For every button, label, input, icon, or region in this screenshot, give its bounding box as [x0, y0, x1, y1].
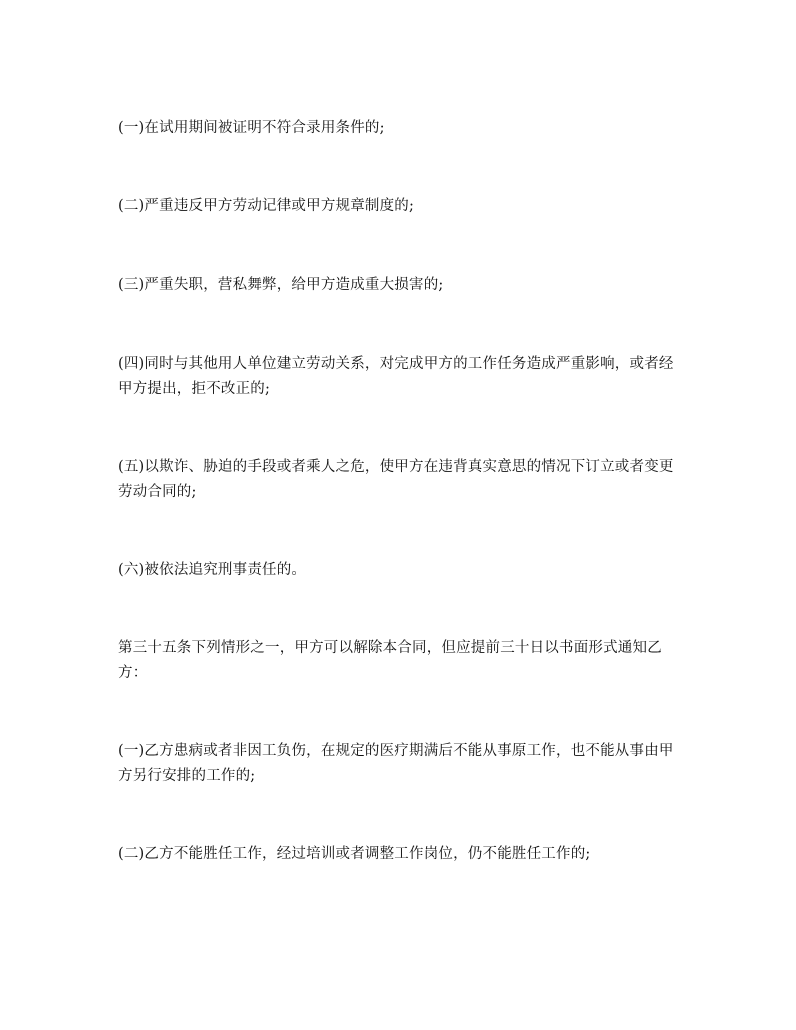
clause-item-3: (三)严重失职，营私舞弊，给甲方造成重大损害的;	[118, 277, 444, 293]
clause-item-1: (一)在试用期间被证明不符合录用条件的;	[118, 120, 385, 136]
clause-item-6: (六)被依法追究刑事责任的。	[118, 562, 307, 578]
clause-item-2: (二)严重违反甲方劳动记律或甲方规章制度的;	[118, 198, 415, 214]
article-35-item-2: (二)乙方不能胜任工作，经过培训或者调整工作岗位，仍不能胜任工作的;	[118, 846, 591, 862]
clause-item-5: (五)以欺诈、胁迫的手段或者乘人之危，使甲方在违背真实意思的情况下订立或者变更劳动合同的;	[118, 459, 674, 500]
article-35-heading: 第三十五条下列情形之一，甲方可以解除本合同，但应提前三十日以书面形式通知乙方：	[118, 640, 662, 681]
clause-item-4: (四)同时与其他用人单位建立劳动关系，对完成甲方的工作任务造成严重影响，或者经甲方提出，拒不改正的;	[118, 356, 674, 397]
article-35-item-1: (一)乙方患病或者非因工负伤，在规定的医疗期满后不能从事原工作，也不能从事由甲方另行安排的工作的;	[118, 743, 674, 784]
